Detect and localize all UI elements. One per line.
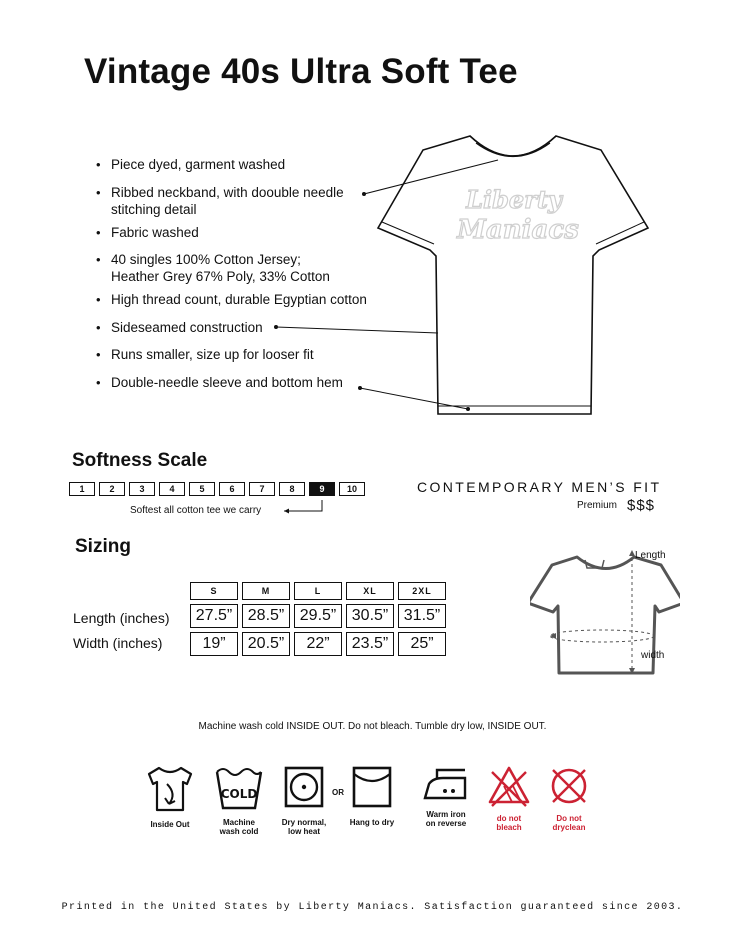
or-separator: OR <box>332 788 344 797</box>
softness-scale-title: Softness Scale <box>72 450 208 471</box>
care-iron: Warm iron on reverse <box>418 764 474 828</box>
logo-line-1: Liberty <box>466 185 562 214</box>
diagram-width-label: width <box>641 650 665 661</box>
length-row <box>190 604 446 628</box>
softness-level: 7 <box>249 482 275 496</box>
feature-item: • High thread count, durable Egyptian cotton <box>96 291 367 308</box>
feature-item: • Fabric washed <box>96 224 199 241</box>
softness-level: 2 <box>99 482 125 496</box>
logo-line-2: Maniacs <box>457 215 579 245</box>
softness-level: 5 <box>189 482 215 496</box>
care-no-dryclean: Do not dryclean <box>544 764 594 832</box>
size-header: S <box>190 582 238 600</box>
feature-item: • Piece dyed, garment washed <box>96 156 285 173</box>
wash-instructions: Machine wash cold INSIDE OUT. Do not bleach. Tumble dry low, INSIDE OUT. <box>198 721 547 732</box>
fit-label: CONTEMPORARY MEN’S FIT <box>417 479 662 495</box>
machine-wash-cold-icon <box>213 764 265 814</box>
softness-level: 8 <box>279 482 305 496</box>
feature-item-continued: Heather Grey 67% Poly, 33% Cotton <box>111 269 330 284</box>
care-hang-dry: Hang to dry <box>346 764 398 827</box>
width-row-label: Width (inches) <box>73 635 163 651</box>
care-machine-wash: COLD Machine wash cold <box>210 764 268 836</box>
width-row <box>190 632 446 656</box>
tshirt-illustration <box>0 0 745 440</box>
size-header: XL <box>346 582 394 600</box>
feature-item: • 40 singles 100% Cotton Jersey; <box>96 251 301 268</box>
length-cell: 27.5” <box>190 604 238 628</box>
feature-item-continued: stitching detail <box>111 202 197 217</box>
softness-level: 4 <box>159 482 185 496</box>
length-row-label: Length (inches) <box>73 610 170 626</box>
hang-dry-icon <box>350 764 394 814</box>
page-title: Vintage 40s Ultra Soft Tee <box>84 52 518 91</box>
sizing-diagram <box>530 540 680 680</box>
width-cell: 20.5” <box>242 632 290 656</box>
softness-level: 1 <box>69 482 95 496</box>
size-header: L <box>294 582 342 600</box>
care-no-bleach: do not bleach <box>484 764 534 832</box>
softness-note: Softest all cotton tee we carry <box>130 505 262 516</box>
diagram-length-label: Length <box>635 550 666 561</box>
care-tumble-dry: Dry normal, low heat <box>280 764 328 836</box>
sizing-title: Sizing <box>75 536 131 557</box>
feature-item: • Double-needle sleeve and bottom hem <box>96 374 343 391</box>
no-bleach-icon <box>487 764 531 810</box>
width-cell: 23.5” <box>346 632 394 656</box>
feature-item: • Runs smaller, size up for looser fit <box>96 346 314 363</box>
width-cell: 19” <box>190 632 238 656</box>
price-indicator: $$$ <box>627 497 656 514</box>
svg-text:COLD: COLD <box>220 787 258 801</box>
feature-item: • Sideseamed construction <box>96 319 263 336</box>
size-header-row <box>190 582 446 600</box>
length-cell: 31.5” <box>398 604 446 628</box>
length-cell: 30.5” <box>346 604 394 628</box>
softness-level: 10 <box>339 482 365 496</box>
tumble-dry-icon <box>283 764 325 814</box>
softness-pointer-arrow <box>282 498 332 516</box>
length-cell: 28.5” <box>242 604 290 628</box>
no-dryclean-icon <box>547 764 591 810</box>
size-header: 2XL <box>398 582 446 600</box>
size-table <box>186 578 450 660</box>
softness-level: 3 <box>129 482 155 496</box>
care-inside-out: Inside Out <box>140 764 200 829</box>
tshirt-outline <box>378 136 648 414</box>
softness-scale <box>69 482 365 496</box>
size-header: M <box>242 582 290 600</box>
callout-sideseam <box>276 327 438 333</box>
width-cell: 22” <box>294 632 342 656</box>
price-tier: Premium <box>577 500 618 511</box>
softness-level: 9 <box>309 482 335 496</box>
inside-out-icon <box>145 764 195 816</box>
softness-level: 6 <box>219 482 245 496</box>
feature-item: • Ribbed neckband, with doouble needle <box>96 184 344 201</box>
iron-icon <box>421 764 471 806</box>
width-cell: 25” <box>398 632 446 656</box>
footer-note: Printed in the United States by Liberty Maniacs. Satisfaction guaranteed since 2003. <box>61 902 684 913</box>
length-cell: 29.5” <box>294 604 342 628</box>
